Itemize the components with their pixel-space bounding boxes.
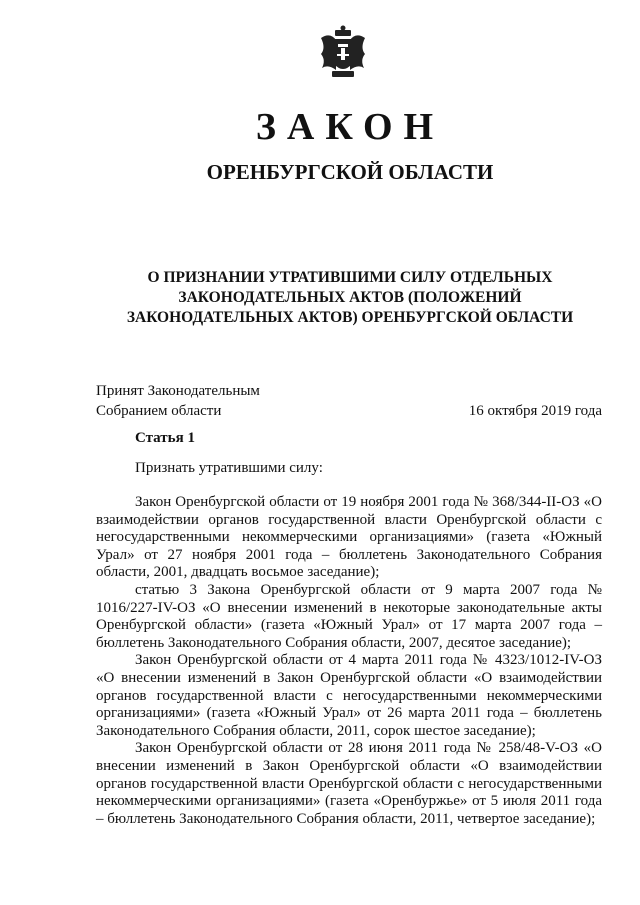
document-title — [95, 268, 605, 328]
adoption-line: Принят Законодательным — [96, 383, 260, 399]
document-title-line: ЗАКОНОДАТЕЛЬНЫХ АКТОВ (ПОЛОЖЕНИЙ — [178, 289, 522, 306]
adoption-date: 16 октября 2019 года — [468, 403, 602, 419]
law-heading: ЗАКОН — [255, 106, 445, 148]
article-body — [96, 494, 602, 828]
coat-of-arms-icon — [318, 24, 368, 80]
document-title-line: О ПРИЗНАНИИ УТРАТИВШИМИ СИЛУ ОТДЕЛЬНЫХ — [147, 269, 553, 286]
article-paragraph: Закон Оренбургской области от 28 июня 2011 года № 258/48-V-ОЗ «О внесении изменений в Закон Оренбургской области «О взаимодействии органов государственной власти Оренбургской области с негосударственными некоммерческими организациями» (газета «Оренбуржье» от 5 июля 2011 года – бюллетень Законодательного Собрания области, 2011, четвертое заседание); — [96, 740, 602, 827]
article-paragraph: Закон Оренбургской области от 19 ноября 2001 года № 368/344-II-ОЗ «О взаимодействии органов государственной власти Оренбургской области с негосударственными некоммерческими организациями» (газета «Южный Урал» от 27 ноября 2001 года – бюллетень Законодательного Собрания области, 2001, двадцать восьмое заседание); — [96, 494, 602, 581]
document-title-line: ЗАКОНОДАТЕЛЬНЫХ АКТОВ) ОРЕНБУРГСКОЙ ОБЛАСТИ — [126, 309, 574, 326]
article-intro: Признать утратившими силу: — [135, 460, 323, 476]
region-heading: ОРЕНБУРГСКОЙ ОБЛАСТИ — [206, 160, 494, 184]
article-paragraph: Закон Оренбургской области от 4 марта 2011 года № 4323/1012-IV-ОЗ «О внесении изменений в Закон Оренбургской области «О взаимодействии органов государственной власти с негосударственными некоммерческими организациями» (газета «Южный Урал» от 26 марта 2011 года – бюллетень Законодательного Собрания области, 2011, сорок шестое заседание); — [96, 652, 602, 739]
adoption-statement — [96, 381, 260, 421]
adoption-line: Собранием области — [96, 403, 222, 419]
article-paragraph: статью 3 Закона Оренбургской области от 9 марта 2007 года № 1016/227-IV-ОЗ «О внесении изменений в некоторые законодательные акты Оренбургской области» (газета «Южный Урал» от 17 марта 2007 года – бюллетень Законодательного Собрания области, 2007, десятое заседание); — [96, 581, 602, 651]
article-heading: Статья 1 — [135, 430, 195, 446]
